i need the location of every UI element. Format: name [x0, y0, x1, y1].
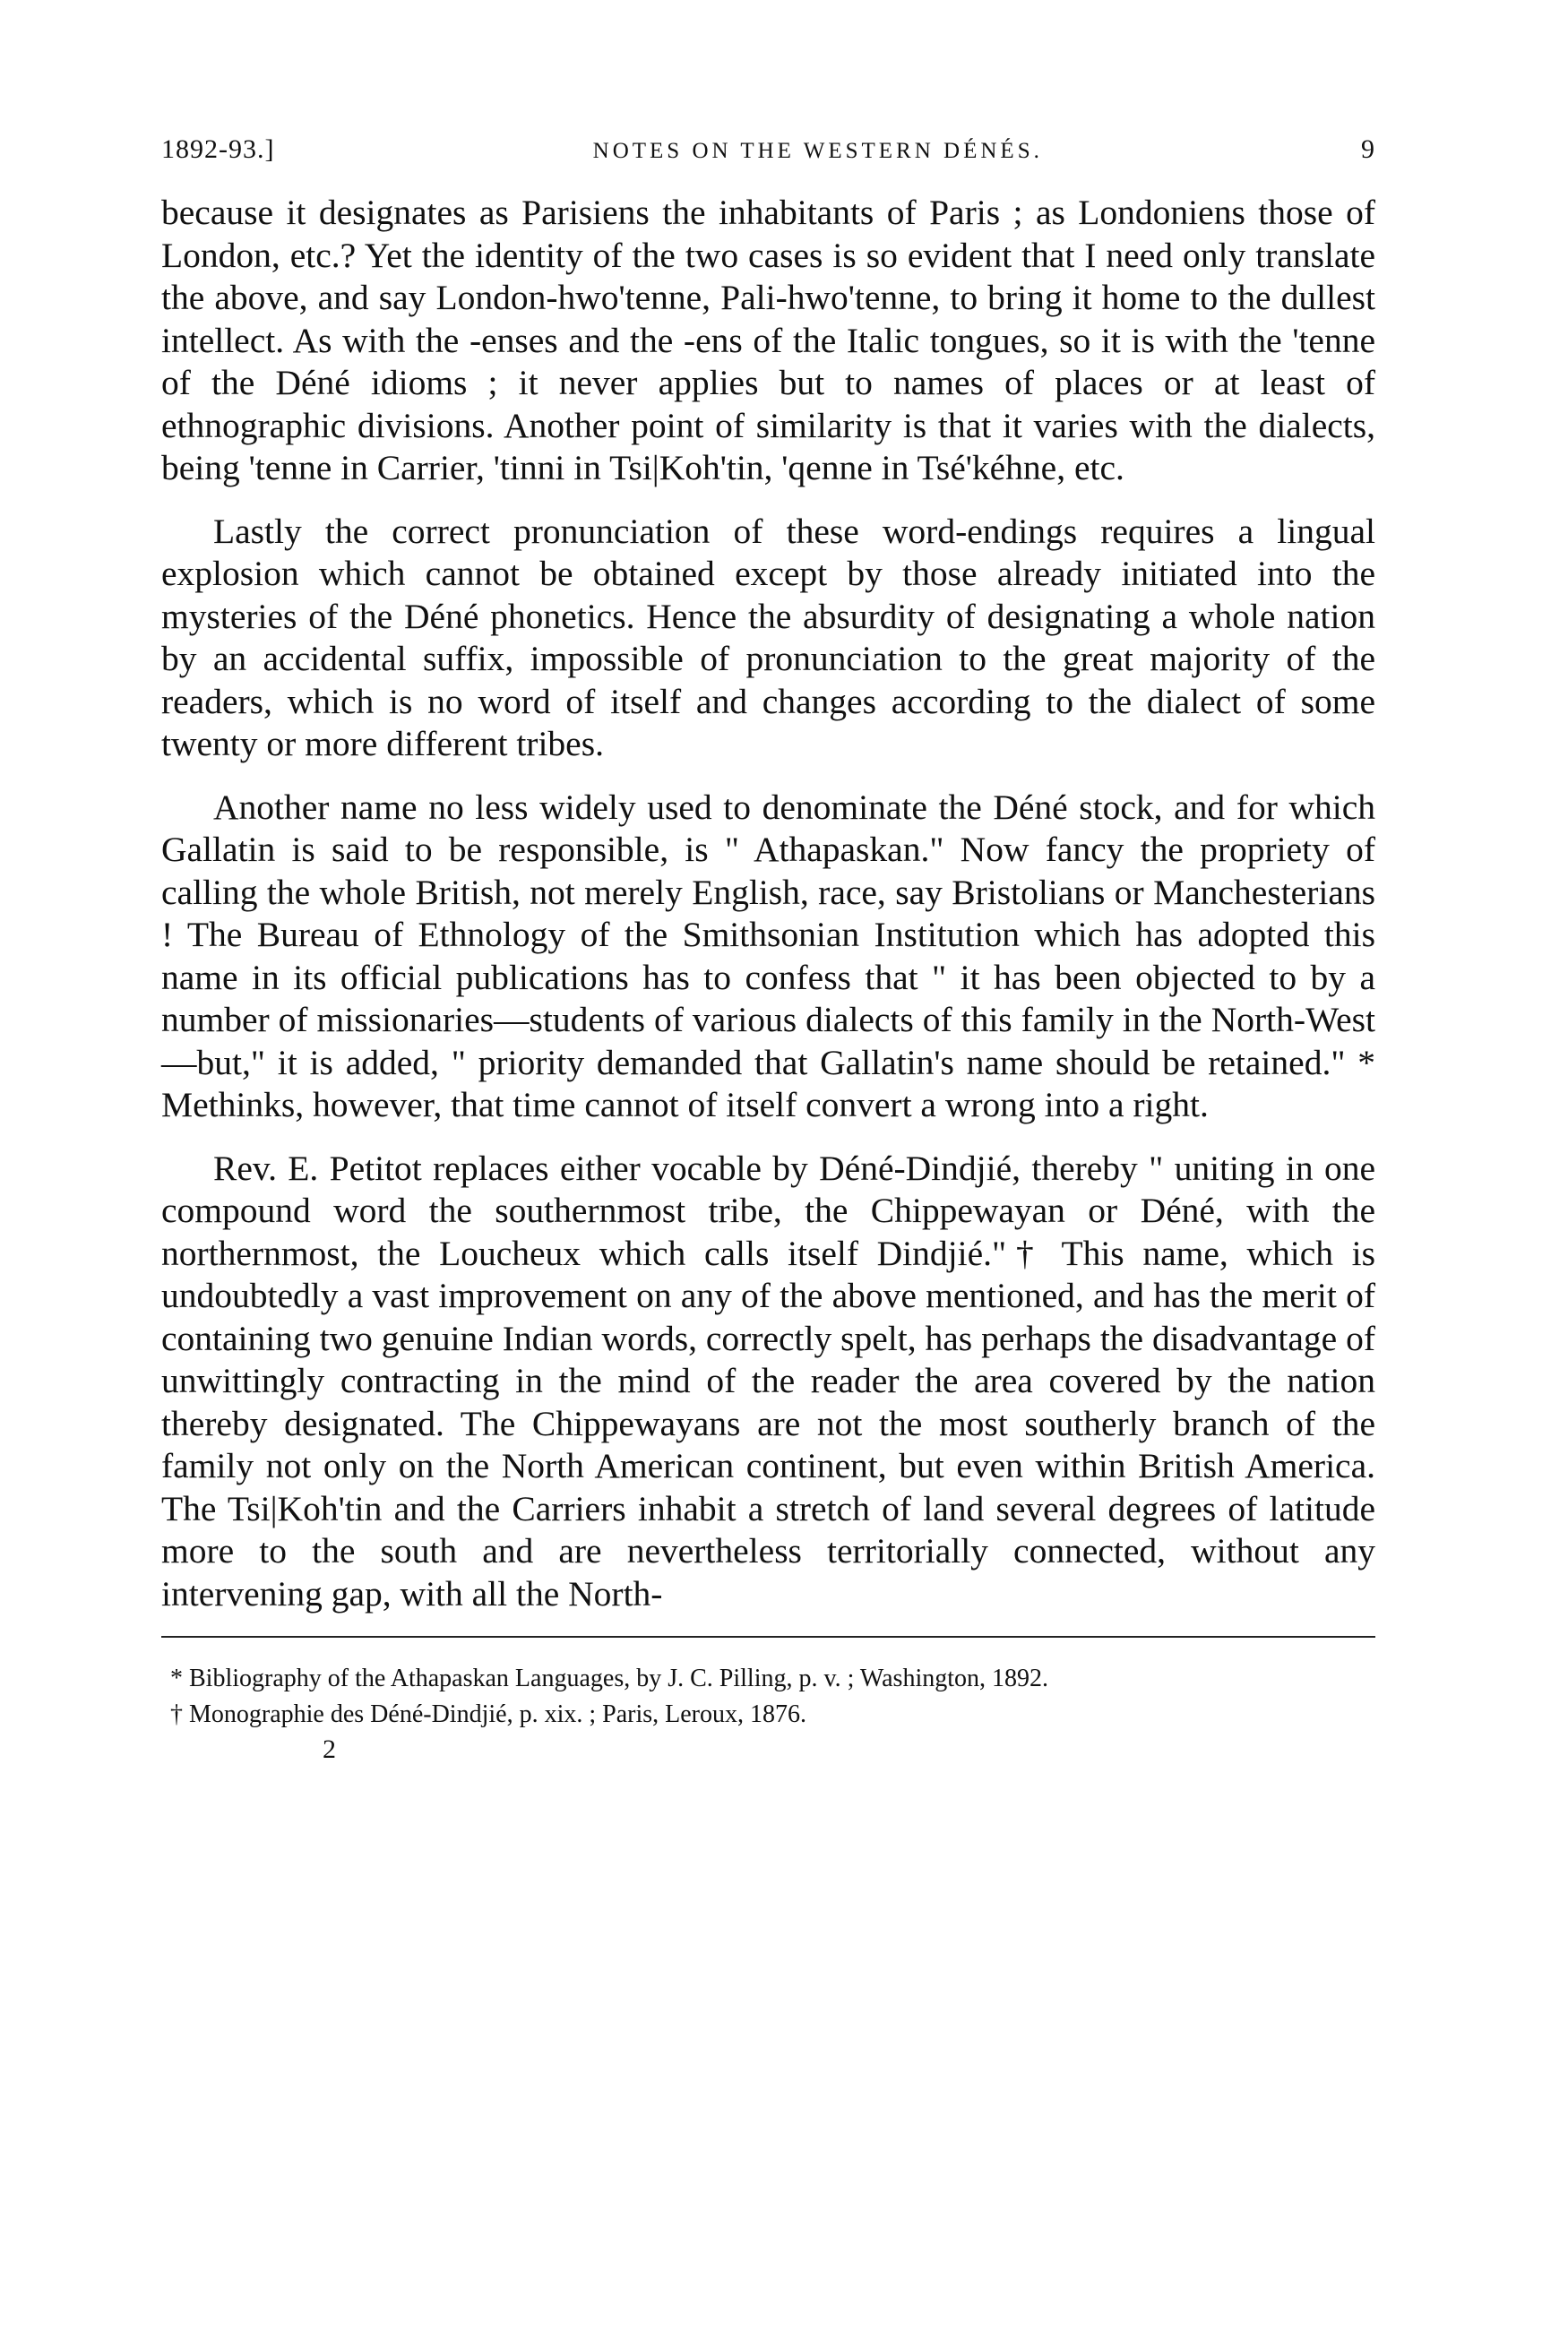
signature-mark: 2 — [323, 1734, 336, 1764]
paragraph-1: because it designates as Parisiens the inhabitants of Paris ; as Londoniens those of London, etc.? Yet the identity of the two cases is so evident that I need only translate the above, and say London-hwo'tenne, Pali-hwo'tenne, to bring it home to the dullest intellect. As with the -enses and the -ens of the Italic tongues, so it is with the 'tenne of the Déné idioms ; it never applies but to names of places or at least of ethnographic divisions. Another point of similarity is that it varies with the dialects, being 'tenne in Carrier, 'tinni in Tsi|Koh'tin, 'qenne in Tsé'kéhne, etc. — [161, 193, 1375, 487]
paragraph-3: Another name no less widely used to denominate the Déné stock, and for which Gallatin is said to be responsible, is " Athapaskan." Now fancy the propriety of calling the whole British, not merely English, race, say Bristolians or Manchesterians ! The Bureau of Ethnology of the Smithsonian Institution which has adopted this name in its official publications has to confess that " it has been objected to by a number of missionaries—students of various dialects of this family in the North-West—but," it is added, " priority demanded that Gallatin's name should be retained." * Methinks, however, that time cannot of itself convert a wrong into a right. — [161, 787, 1375, 1124]
paragraph-4: Rev. E. Petitot replaces either vocable by Déné-Dindjié, thereby " uniting in one compound word the southernmost tribe, the Chippewayan or Déné, with the northernmost, the Loucheux which calls itself Dindjié."† This name, which is undoubtedly a vast improvement on any of the above mentioned, and has the merit of containing two genuine Indian words, correctly spelt, has perhaps the disadvantage of unwittingly contracting in the mind of the reader the area covered by the nation thereby designated. The Chippewayans are not the most southerly branch of the family not only on the North American continent, but even within British America. The Tsi|Koh'tin and the Carriers inhabit a stretch of land several degrees of latitude more to the south and are nevertheless territorially connected, without any intervening gap, with all the North- — [161, 1148, 1375, 1614]
footnote-1: * Bibliography of the Athapaskan Languages, by J. C. Pilling, p. v. ; Washington, 1892. — [170, 1665, 1048, 1692]
header-title: NOTES ON THE WESTERN DÉNÉS. — [592, 139, 1043, 163]
footnote-rule — [161, 1636, 1375, 1638]
running-head — [161, 134, 1375, 165]
header-year: 1892-93.] — [161, 134, 275, 164]
page-number: 9 — [1361, 134, 1375, 164]
paragraph-2: Lastly the correct pronunciation of these word-endings requires a lingual explosion which cannot be obtained except by those already initiated into the mysteries of the Déné phonetics. Hence the absurdity of designating a whole nation by an accidental suffix, impossible of pronunciation to the great majority of the readers, which is no word of itself and changes according to the dialect of some twenty or more different tribes. — [161, 511, 1375, 763]
footnote-2: † Monographie des Déné-Dindjié, p. xix. ; Paris, Leroux, 1876. — [170, 1700, 806, 1728]
page — [161, 134, 1375, 1765]
